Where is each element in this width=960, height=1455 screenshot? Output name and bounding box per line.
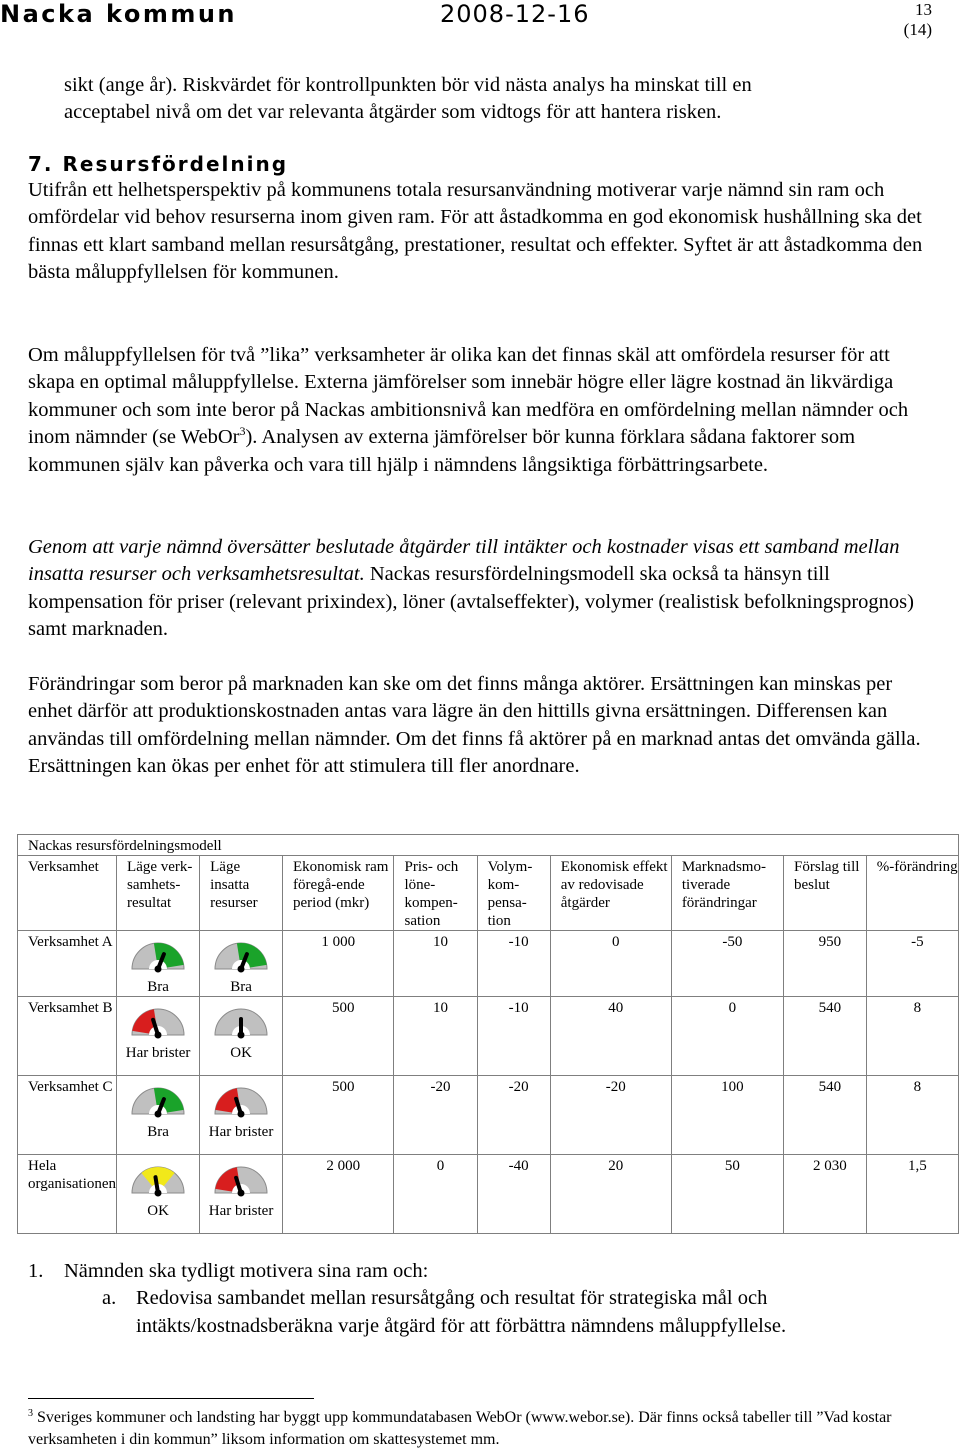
gauge-icon xyxy=(117,1003,199,1044)
col-header: Volym-kom-pensa-tion xyxy=(477,856,550,931)
table-title: Nackas resursfördelningsmodell xyxy=(18,835,959,856)
gauge-icon xyxy=(200,937,282,978)
gauge-dial xyxy=(130,1003,186,1039)
paragraph-3: Genom att varje nämnd översätter beslutade åtgärder till intäkter och kostnader visas ett samband mellan insatta resurser och verksamhetsresultat. Nackas resursfördelningsmodell ska också ta hänsyn till kompensation för priser (relevant prixindex), löner (avtalseffekter), volymer (realistisk befolkningsprognos) samt marknaden. xyxy=(28,536,914,641)
col-header: Ekonomisk effekt av redovisade åtgärder xyxy=(550,856,671,931)
gauge-dial xyxy=(213,937,269,973)
col-header: Pris- och löne-kompen-sation xyxy=(394,856,477,931)
italic-statement: Genom att varje nämnd översätter beslutade åtgärder till intäkter och kostnader visas ett samband mellan insatta resurser och verksamhetsresultat. xyxy=(28,536,900,586)
resource-gauge-cell: Har brister xyxy=(200,1076,283,1155)
gauge-dial xyxy=(213,1161,269,1197)
paragraph-1: Utifrån ett helhetsperspektiv på kommunens totala resursanvändning motiverar varje nämnd sin ram och omfördelar vid behov resurserna inom given ram. För att åstadkomma en god ekonomisk hushållning ska det finnas ett klart samband mellan resursåtgång, prestationer, resultat och effekter. Syftet är att åstadkomma den bästa måluppfyllelsen för kommunen. xyxy=(28,179,923,284)
header-org: Nacka kommun xyxy=(0,0,238,28)
page-number: 13 xyxy=(915,0,932,19)
result-gauge-cell: Bra xyxy=(117,931,200,997)
footnote-ref: 3 xyxy=(239,424,246,439)
gauge-icon xyxy=(200,1161,282,1202)
col-header: Marknadsmo-tiverade förändringar xyxy=(671,856,783,931)
resource-gauge-cell: OK xyxy=(200,997,283,1076)
row-name: Verksamhet A xyxy=(18,931,117,997)
result-gauge-cell: OK xyxy=(117,1155,200,1234)
list-item: 1. Nämnden ska tydligt motivera sina ram och: xyxy=(28,1260,429,1282)
page-total: (14) xyxy=(903,20,932,39)
table-row: Verksamhet C Bra Har brister 500 -20 -20 -20 100 540 8 xyxy=(18,1076,959,1155)
gauge-icon xyxy=(117,1161,199,1202)
col-header: Läge verk-samhets-resultat xyxy=(117,856,200,931)
intro-line-2: acceptabel nivå om det var relevanta åtgärder som vidtogs för att hantera risken. xyxy=(64,101,722,124)
list-item: a. Redovisa sambandet mellan resursåtgång och resultat för strategiska mål och intäkts/kostnadsberäkna varje åtgärd för att förbättra nämndens måluppfyllelse. xyxy=(102,1287,787,1337)
table-row: Hela organisationen OK Har brister 2 000 0 -40 20 50 2 030 1,5 xyxy=(18,1155,959,1234)
table-header-row xyxy=(18,856,959,931)
gauge-dial xyxy=(130,1161,186,1197)
resource-gauge-cell: Bra xyxy=(200,931,283,997)
gauge-dial xyxy=(130,1082,186,1118)
row-name: Verksamhet C xyxy=(18,1076,117,1155)
row-name: Verksamhet B xyxy=(18,997,117,1076)
intro-paragraph xyxy=(64,72,944,127)
result-gauge-cell: Bra xyxy=(117,1076,200,1155)
col-header: Ekonomisk ram föregå-ende period (mkr) xyxy=(283,856,394,931)
resource-model-table xyxy=(17,834,959,1234)
resource-gauge-cell: Har brister xyxy=(200,1155,283,1234)
gauge-dial xyxy=(130,937,186,973)
col-header: %-förändring xyxy=(866,856,958,931)
recommendation-list xyxy=(28,1258,933,1340)
col-header: Verksamhet xyxy=(18,856,117,931)
header-date: 2008-12-16 xyxy=(440,0,590,28)
gauge-dial xyxy=(213,1003,269,1039)
gauge-icon xyxy=(200,1003,282,1044)
table-row: Verksamhet B Har brister OK 500 10 -10 40 0 540 8 xyxy=(18,997,959,1076)
table-row: Verksamhet A Bra Bra 1 000 10 -10 0 -50 950 -5 xyxy=(18,931,959,997)
paragraph-4: Förändringar som beror på marknaden kan ske om det finns många aktörer. Ersättningen kan minskas per enhet därför att produktionskostnaden antas vara lägre än den hittills givna ersättningen. Differensen kan användas till omfördelning mellan nämnder. Om det finns få aktörer på en marknad antas det omvända gälla. Ersättningen kan ökas per enhet för att stimulera till fler anordnare. xyxy=(28,673,921,778)
result-gauge-cell: Har brister xyxy=(117,997,200,1076)
paragraph-2: Om måluppfyllelsen för två ”lika” verksamheter är olika kan det finnas skäl att omfördela resurser för att skapa en optimal måluppfyllelse. Externa jämförelser som innebär högre eller lägre kostnad än likvärdiga kommuner och som inte beror på Nackas ambitionsnivå kan medföra en omfördelning mellan nämnder och inom nämnder (se WebOr$^3$). Analysen av externa jämförelser bör kunna förklara sådana faktorer som kommunen själv kan påverka och vara till hjälp i nämndens långsiktiga förbättringsarbete. xyxy=(28,344,909,476)
gauge-icon xyxy=(200,1082,282,1123)
gauge-icon xyxy=(117,937,199,978)
footnote-divider xyxy=(28,1398,314,1399)
header-page-number xyxy=(904,0,932,40)
section-heading: 7. Resursfördelning xyxy=(28,152,289,176)
gauge-icon xyxy=(117,1082,199,1123)
row-name: Hela organisationen xyxy=(18,1155,117,1234)
col-header: Läge insatta resurser xyxy=(200,856,283,931)
intro-line-1: sikt (ange år). Riskvärdet för kontrollpunkten bör vid nästa analys ha minskat till en xyxy=(64,74,752,96)
footnote: $^3$ Sveriges kommuner och landsting har byggt upp kommundatabasen WebOr (www.webor.se). Där finns också tabeller till ”Vad kostar verksamheten i din kommun” liksom information om skattesystemet mm. xyxy=(28,1408,892,1448)
page-header xyxy=(0,0,960,44)
gauge-dial xyxy=(213,1082,269,1118)
col-header: Förslag till beslut xyxy=(784,856,867,931)
